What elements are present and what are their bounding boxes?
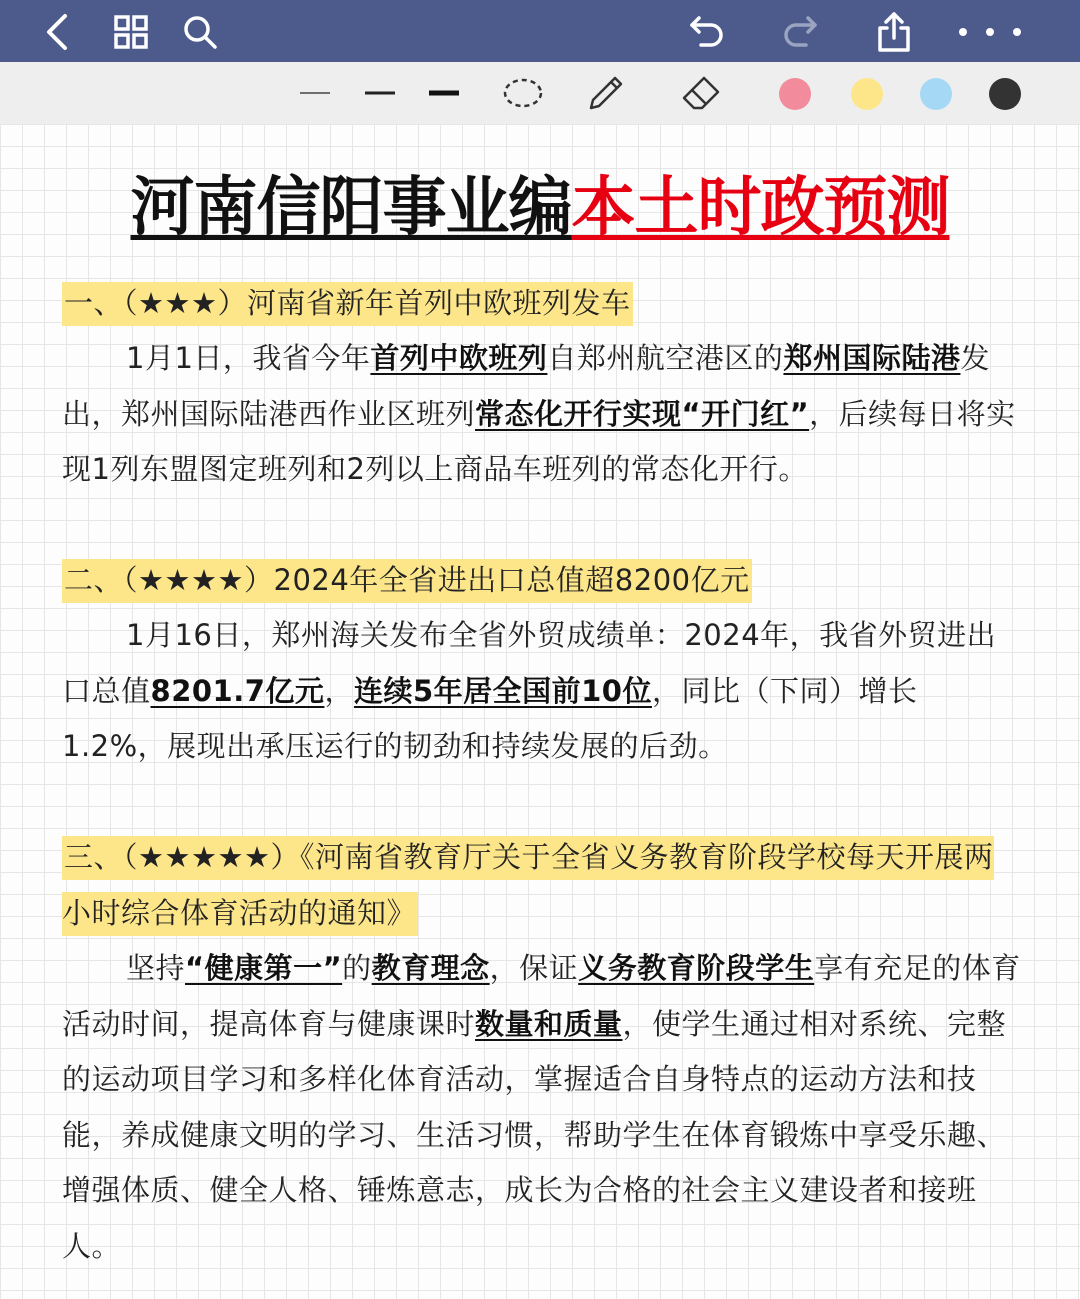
section-2-paragraph: 1月16日，郑州海关发布全省外贸成绩单：2024年，我省外贸进出口总值8201.7亿元，连续5年居全国前10位，同比（下同）增长1.2%，展现出承压运行的韧劲和持续发展的后劲。 xyxy=(62,618,997,763)
back-icon[interactable] xyxy=(34,8,82,56)
drawing-toolbar xyxy=(0,62,1080,124)
color-yellow-swatch[interactable] xyxy=(851,78,883,110)
share-icon[interactable] xyxy=(870,8,918,56)
more-icon[interactable] xyxy=(950,8,1030,56)
lasso-icon[interactable] xyxy=(502,72,544,114)
eraser-icon[interactable] xyxy=(680,72,722,114)
search-icon[interactable] xyxy=(176,8,224,56)
pen-medium-icon[interactable] xyxy=(363,72,397,114)
pencil-icon[interactable] xyxy=(585,72,627,114)
color-pink-swatch[interactable] xyxy=(779,78,811,110)
note-canvas[interactable] xyxy=(0,124,1080,1299)
grid-icon[interactable] xyxy=(107,8,155,56)
title-red: 本土时政预测 xyxy=(571,170,950,245)
undo-icon[interactable] xyxy=(683,8,731,56)
section-1-heading: 一、（★★★）河南省新年首列中欧班列发车 xyxy=(62,276,1022,332)
page-title xyxy=(0,168,1080,248)
redo-icon[interactable] xyxy=(776,8,824,56)
pen-thin-icon[interactable] xyxy=(298,72,332,114)
color-black-swatch[interactable] xyxy=(989,78,1021,110)
section-3-heading: 三、（★★★★★）《河南省教育厅关于全省义务教育阶段学校每天开展两小时综合体育活动的通知》 xyxy=(62,830,1022,941)
section-3-paragraph: 坚持“健康第一”的教育理念，保证义务教育阶段学生享有充足的体育活动时间，提高体育与健康课时数量和质量，使学生通过相对系统、完整的运动项目学习和多样化体育活动，掌握适合自身特点的运动方法和技能，养成健康文明的学习、生活习惯，帮助学生在体育锻炼中享受乐趣、增强体质、健全人格、锤炼意志，成长为合格的社会主义建设者和接班人。 xyxy=(62,951,1021,1263)
title-black: 河南信阳事业编 xyxy=(130,170,572,245)
section-2-heading: 二、（★★★★）2024年全省进出口总值超8200亿元 xyxy=(62,553,1022,609)
section-1-paragraph: 1月1日，我省今年首列中欧班列自郑州航空港区的郑州国际陆港发出，郑州国际陆港西作业区班列常态化开行实现“开门红”，后续每日将实现1列东盟图定班列和2列以上商品车班列的常态化开行。 xyxy=(62,341,1016,486)
pen-thick-icon[interactable] xyxy=(427,72,461,114)
top-navigation-bar xyxy=(0,0,1080,62)
color-blue-swatch[interactable] xyxy=(920,78,952,110)
